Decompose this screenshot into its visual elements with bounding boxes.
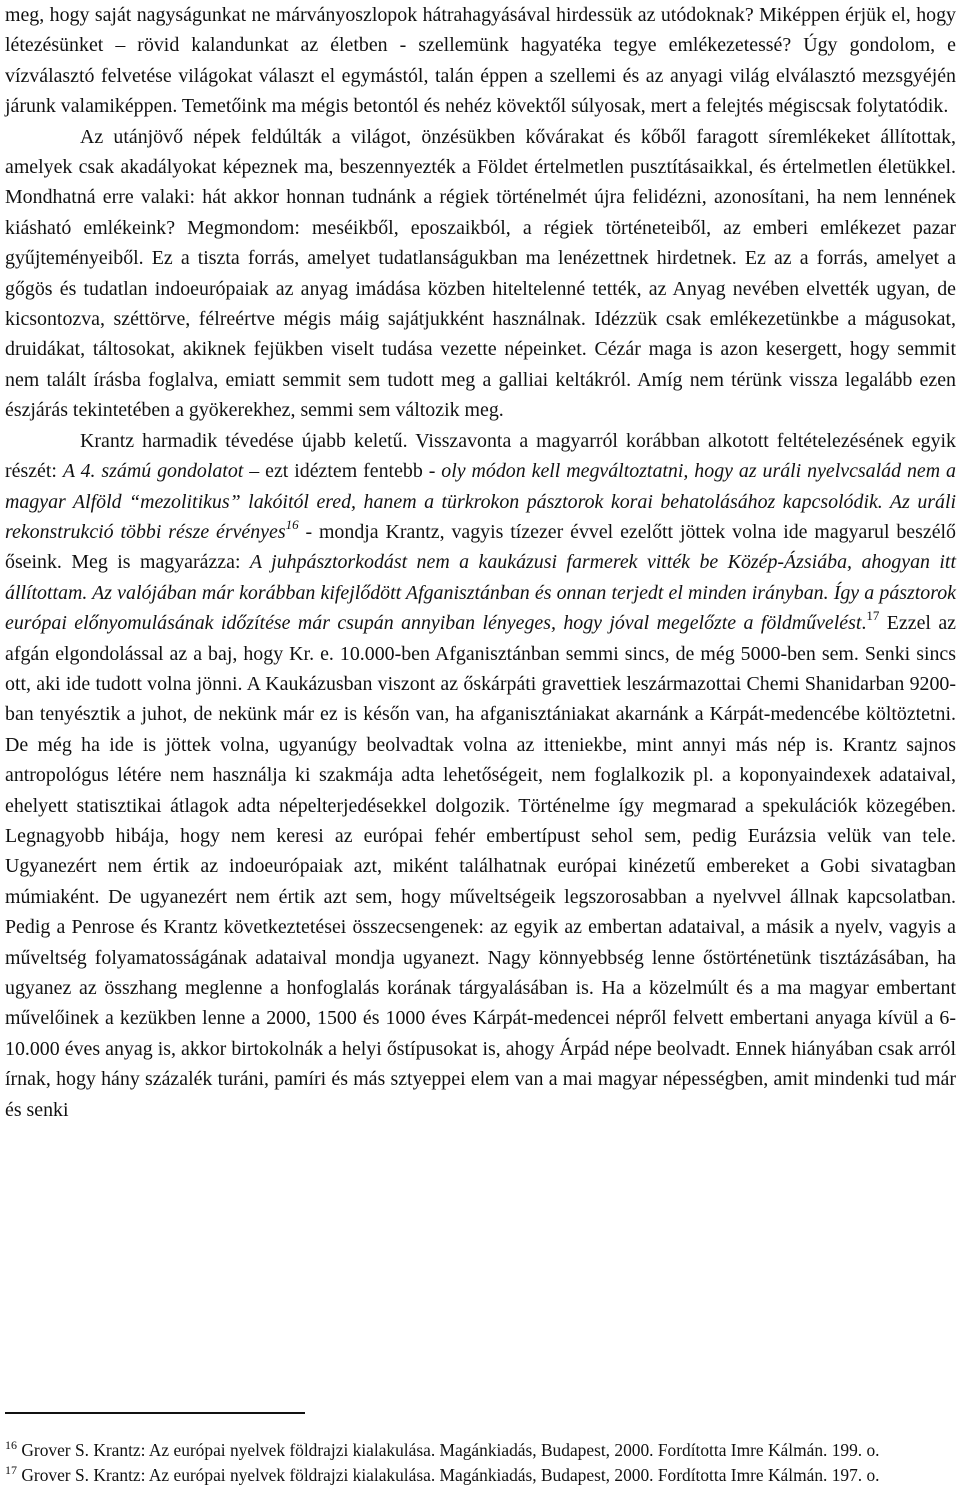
footnote-text: Grover S. Krantz: Az európai nyelvek földrajzi kialakulása. Magánkiadás, Budapest, 2000. Fordította Imre Kálmán. 199. o. [17, 1440, 880, 1460]
footnote [5, 1463, 956, 1487]
text-run: Krantz harmadik tévedése újabb keletű. Visszavonta a magyarról korábban alkotott feltételezésének egyik részét: [5, 430, 956, 482]
text-run: - mondja Krantz, vagyis tízezer évvel ezelőtt jöttek volna ide magyarul beszélő őseink. Meg is magyarázza: [5, 521, 956, 573]
paragraph [5, 122, 956, 426]
footnote [5, 1438, 956, 1463]
italic-text: oly módon kell megváltoztatni, hogy az uráli nyelvcsalád nem a magyar Alföld “mezolitikus” lakóitól ered, hanem a türkrokon pásztorok korai behatolásához kapcsolódik. Az uráli rekonstrukció többi része érvényes [5, 460, 956, 543]
text-run: – ezt idéztem fentebb - [243, 460, 441, 482]
italic-text: A 4. számú gondolatot [63, 460, 243, 482]
footnote-number: 16 [5, 1438, 17, 1452]
document-body [5, 0, 956, 1125]
paragraph [5, 0, 956, 122]
text-run: . [861, 612, 866, 634]
text-run: Ezzel az afgán elgondolással az a baj, hogy Kr. e. 10.000-ben Afganisztánban semmi sincs, de még 5000-ben sem. Senki sincs ott, aki ide tudott volna jönni. A Kaukázusban viszont az őskárpáti gravettiek leszármazottai Chemi Shanidarban 9200-ban tenyésztik a juhot, de nekünk már ez is későn van, ha afganisztániakat akarnánk a Kárpát-medencébe költöztetni. De még ha ide is jöttek volna, ugyanúgy beolvadtak volna az itteniekbe, mint annyi más nép is. Krantz sajnos antropológus létére nem használja ki szakmája adta lehetőségeit, nem foglalkozik pl. a koponyaindexek adataival, ehelyett statisztikai átlagok adta népelterjedésekkel dolgozik. Történelme így megmarad a spekulációk közegében. Legnagyobb hibája, hogy nem keresi az európai fehér embertípust sehol sem, pedig Eurázsia velük van tele. Ugyanezért nem értik az indoeurópaiak azt, miként találhatnak európai kinézetű embereket a Gobi sivatagban múmiaként. De ugyanezért nem értik azt sem, hogy műveltségeik legszorosabban a nyelvvel állnak kapcsolatban. Pedig a Penrose és Krantz következtetései összecsengenek: az egyik az embertan adataival, a másik a nyelv, vagyis a műveltség folyamatosságának adataival mondja ugyanezt. Nagy könnyebbség lenne őstörténetünk tisztázásában, ha ugyanez az összhang meglenne a honfoglalás korának tárgyalásában is. Ha a közelmúlt és a ma magyar embertant művelőinek a kezükben lenne a 2000, 1500 és 1000 éves Kárpát-medencei népről felvett embertani anyaga kívül a 6-10.000 éves anyag is, akkor birtokolnák a helyi őstípusokat is, ahogy Árpád népe beolvadt. Ennek hiányában csak arról írnak, hogy hány százalék turáni, pamíri és más sztyeppei elem van a mai magyar népességben, amit mindenki tud már és senki [5, 612, 956, 1121]
paragraph [5, 426, 956, 1125]
footnotes [5, 1438, 956, 1487]
footnote-reference: 16 [286, 517, 299, 532]
footnote-text: Grover S. Krantz: Az európai nyelvek földrajzi kialakulása. Magánkiadás, Budapest, 2000. Fordította Imre Kálmán. 197. o. [17, 1465, 880, 1485]
italic-text: A juhpásztorkodást nem a kaukázusi farmerek vitték be Közép-Ázsiába, ahogyan itt állítottam. Az valójában már korábban kifejlődött Afganisztánban és onnan terjedt el minden irányban. Így a pásztorok európai előnyomulásának időzítése már csupán annyiban lényeges, hogy jóval megelőzte a földművelést [5, 551, 956, 634]
footnote-reference: 17 [866, 608, 879, 623]
footnote-number: 17 [5, 1463, 17, 1477]
document-page [5, 0, 956, 1125]
text-run: Az utánjövő népek feldúlták a világot, önzésükben kővárakat és kőből faragott síremlékeket állítottak, amelyek csak akadályokat képeznek ma, beszennyezték a Földet értelmetlen pusztításaikkal, és értelmetlen életükkel. Mondhatná erre valaki: hát akkor honnan tudnánk a régiek történelmét újra felidézni, azonosítani, ha nem lennének kiásható emlékeink? Megmondom: meséikből, eposzaikból, a régiek történeteiből, az emberi emlékezet pazar gyűjteményeiből. Ez a tiszta forrás, amelyet tudatlanságukban ma lenézettnek hirdetnek. Ez az a forrás, amelyet a gőgös és tudatlan indoeurópaiak az anyag imádása közben hiteltelenné tették, az Anyag nevében elvették ugyan, de kicsontozva, széttörve, félreértve mégis máig sajátjukként használnak. Idézzük csak emlékezetünkbe a mágusokat, druidákat, táltosokat, akiknek fejükben viselt tudása vezette népeinket. Cézár maga is azon kesergett, hogy semmit nem talált írásba foglalva, emiatt semmit sem tudott meg a galliai keltákról. Amíg nem térünk vissza legalább ezen észjárás tekintetében a gyökerekhez, semmi sem változik meg. [5, 126, 956, 422]
footnote-separator [5, 1412, 305, 1414]
text-run: meg, hogy saját nagyságunkat ne márványoszlopok hátrahagyásával hirdessük az utódoknak? Miképpen érjük el, hogy létezésünket – rövid kalandunkat az életben - szellemünk hagyatéka tegye emlékezetessé? Úgy gondolom, e vízválasztó felvetése világokat választ el egymástól, talán éppen a szellemi és az anyagi világ elválasztó mezsgyéjén járunk valamiképpen. Temetőink ma mégis betontól és nehéz kövektől súlyosak, mert a felejtés mégiscsak folytatódik. [5, 4, 956, 117]
